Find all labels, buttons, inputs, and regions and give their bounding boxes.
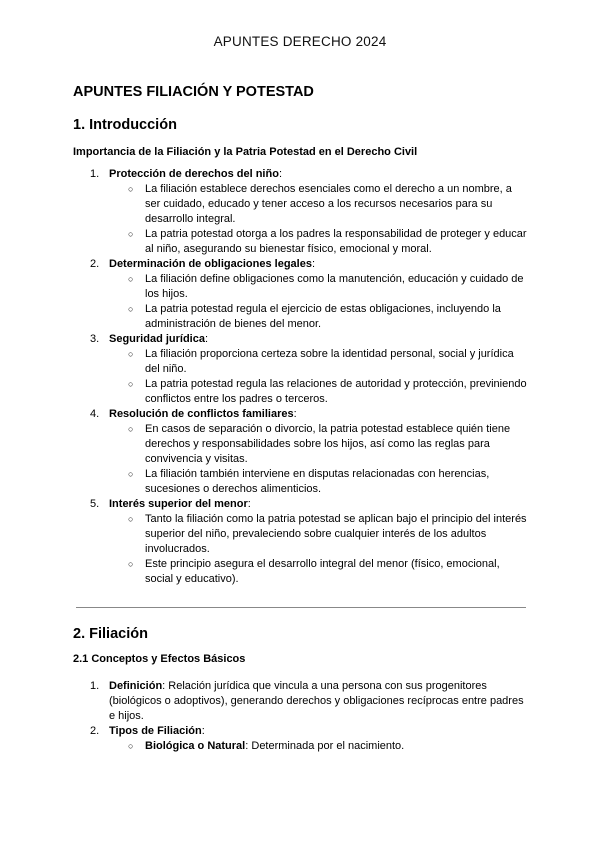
bullet-icon: ○ xyxy=(128,424,134,434)
bullet-text: La filiación define obligaciones como la manutención, educación y cuidado de los hijos. xyxy=(145,273,524,300)
bullet-icon: ○ xyxy=(128,349,134,359)
list-item: 3. Seguridad jurídica: ○ La filiación proporciona certeza sobre la identidad personal, social y jurídica del niño. ○ La patria potestad regula las relaciones de autoridad y protección, previniendo conflictos entre los padres o terceros. xyxy=(90,333,527,405)
bullet-list xyxy=(109,739,528,754)
bullet-text: La filiación establece derechos esenciales como el derecho a un nombre, a ser cuidado, educado y tener acceso a los recursos necesarios para su desarrollo integral. xyxy=(145,183,512,225)
list-item: 5. Interés superior del menor: ○ Tanto la filiación como la patria potestad se aplican bajo el principio del interés superior del niño, prevaleciendo sobre cualquier interés de los adultos involucrados. ○ Este principio asegura el desarrollo integral del menor (físico, emocional, social y educativo). xyxy=(90,498,527,585)
section-2-heading: 2. Filiación xyxy=(73,626,148,642)
bullet-icon: ○ xyxy=(128,559,134,569)
bullet-item xyxy=(109,272,528,302)
bullet-icon: ○ xyxy=(128,514,134,524)
section-divider xyxy=(76,607,526,608)
item-number: 1. xyxy=(90,168,100,180)
bullet-item xyxy=(109,347,528,377)
bullet-title: Biológica o Natural xyxy=(145,740,246,752)
bullet-text: Tanto la filiación como la patria potestad se aplican bajo el principio del interés superior del niño, prevaleciendo sobre cualquier interés de los adultos involucrados. xyxy=(145,513,527,555)
item-title: Determinación de obligaciones legales xyxy=(109,258,312,270)
bullet-list xyxy=(109,182,528,257)
item-number: 3. xyxy=(90,333,100,345)
bullet-icon: ○ xyxy=(128,379,134,389)
bullet-icon: ○ xyxy=(128,741,134,751)
item-number: 5. xyxy=(90,498,100,510)
bullet-text: Determinada por el nacimiento. xyxy=(251,740,405,752)
bullet-list xyxy=(109,512,528,587)
document-body xyxy=(73,84,528,754)
bullet-list xyxy=(109,422,528,497)
bullet-icon: ○ xyxy=(128,184,134,194)
bullet-item xyxy=(109,182,528,227)
section-1-heading: 1. Introducción xyxy=(73,117,177,133)
bullet-item xyxy=(109,422,528,467)
bullet-list xyxy=(109,272,528,332)
bullet-icon: ○ xyxy=(128,304,134,314)
document-title: APUNTES FILIACIÓN Y POTESTAD xyxy=(73,84,314,100)
section-1-list xyxy=(73,167,528,587)
item-title: Definición xyxy=(109,680,163,692)
bullet-icon: ○ xyxy=(128,274,134,284)
item-title: Tipos de Filiación xyxy=(109,725,202,737)
list-item: 4. Resolución de conflictos familiares: ○ En casos de separación o divorcio, la patria potestad establece quién tiene derechos y responsabilidades sobre los hijos, así como las reglas para convivencia y visitas. ○ La filiación también interviene en disputas relacionadas con herencias, sucesiones o derechos alimenticios. xyxy=(73,407,528,497)
bullet-text: En casos de separación o divorcio, la patria potestad establece quién tiene derechos y responsabilidades sobre los hijos, así como las reglas para convivencia y visitas. xyxy=(145,423,511,465)
bullet-text: La patria potestad otorga a los padres la responsabilidad de proteger y educar al niño, asegurando su bienestar físico, emocional y moral. xyxy=(145,228,527,255)
section-2-subheading: 2.1 Conceptos y Efectos Básicos xyxy=(73,653,246,665)
item-title: Seguridad jurídica xyxy=(109,333,205,345)
bullet-text: Este principio asegura el desarrollo integral del menor (físico, emocional, social y educativo). xyxy=(145,558,500,585)
bullet-text: La patria potestad regula el ejercicio de estas obligaciones, incluyendo la administración de bienes del menor. xyxy=(145,303,501,330)
list-item: 1. Definición: Relación jurídica que vincula a una persona con sus progenitores (biológicos o adoptivos), generando derechos y obligaciones recíprocas entre padres e hijos. xyxy=(90,680,524,722)
bullet-text: La filiación proporciona certeza sobre la identidad personal, social y jurídica del niño. xyxy=(145,348,514,375)
item-title: Interés superior del menor xyxy=(109,498,248,510)
item-number: 1. xyxy=(90,680,100,692)
bullet-text: La filiación también interviene en disputas relacionadas con herencias, sucesiones o derechos alimenticios. xyxy=(145,468,490,495)
item-number: 2. xyxy=(90,725,100,737)
bullet-icon: ○ xyxy=(128,229,134,239)
section-1-subheading: Importancia de la Filiación y la Patria Potestad en el Derecho Civil xyxy=(73,146,418,158)
bullet-item xyxy=(109,377,528,407)
list-item: 1. Protección de derechos del niño: ○ La filiación establece derechos esenciales como el derecho a un nombre, a ser cuidado, educado y tener acceso a los recursos necesarios para su desarrollo integral. ○ La patria potestad otorga a los padres la responsabilidad de proteger y educar al niño, asegurando su bienestar físico, emocional y moral. xyxy=(90,168,527,255)
bullet-icon: ○ xyxy=(128,469,134,479)
bullet-item xyxy=(109,512,528,557)
list-item: 2. Determinación de obligaciones legales: ○ La filiación define obligaciones como la manutención, educación y cuidado de los hijos. ○ La patria potestad regula el ejercicio de estas obligaciones, incluyendo la administración de bienes del menor. xyxy=(73,257,528,332)
bullet-text: La patria potestad regula las relaciones de autoridad y protección, previniendo conflictos entre los padres o terceros. xyxy=(145,378,527,405)
item-title: Resolución de conflictos familiares xyxy=(109,408,294,420)
bullet-item xyxy=(109,467,528,497)
item-number: 2. xyxy=(90,258,100,270)
item-title: Protección de derechos del niño xyxy=(109,168,279,180)
bullet-item xyxy=(109,557,528,587)
item-text: Relación jurídica que vincula a una persona con sus progenitores (biológicos o adoptivos), generando derechos y obligaciones recíprocas entre padres e hijos. xyxy=(109,680,524,722)
running-header: APUNTES DERECHO 2024 xyxy=(213,34,387,49)
bullet-item: ○ Biológica o Natural: Determinada por el nacimiento. xyxy=(128,740,405,752)
section-2-list xyxy=(73,679,528,754)
bullet-item xyxy=(109,302,528,332)
bullet-item xyxy=(109,227,528,257)
item-number: 4. xyxy=(90,408,100,420)
bullet-list xyxy=(109,347,528,407)
list-item: 2. Tipos de Filiación: ○ Biológica o Natural: Determinada por el nacimiento. xyxy=(73,724,528,754)
